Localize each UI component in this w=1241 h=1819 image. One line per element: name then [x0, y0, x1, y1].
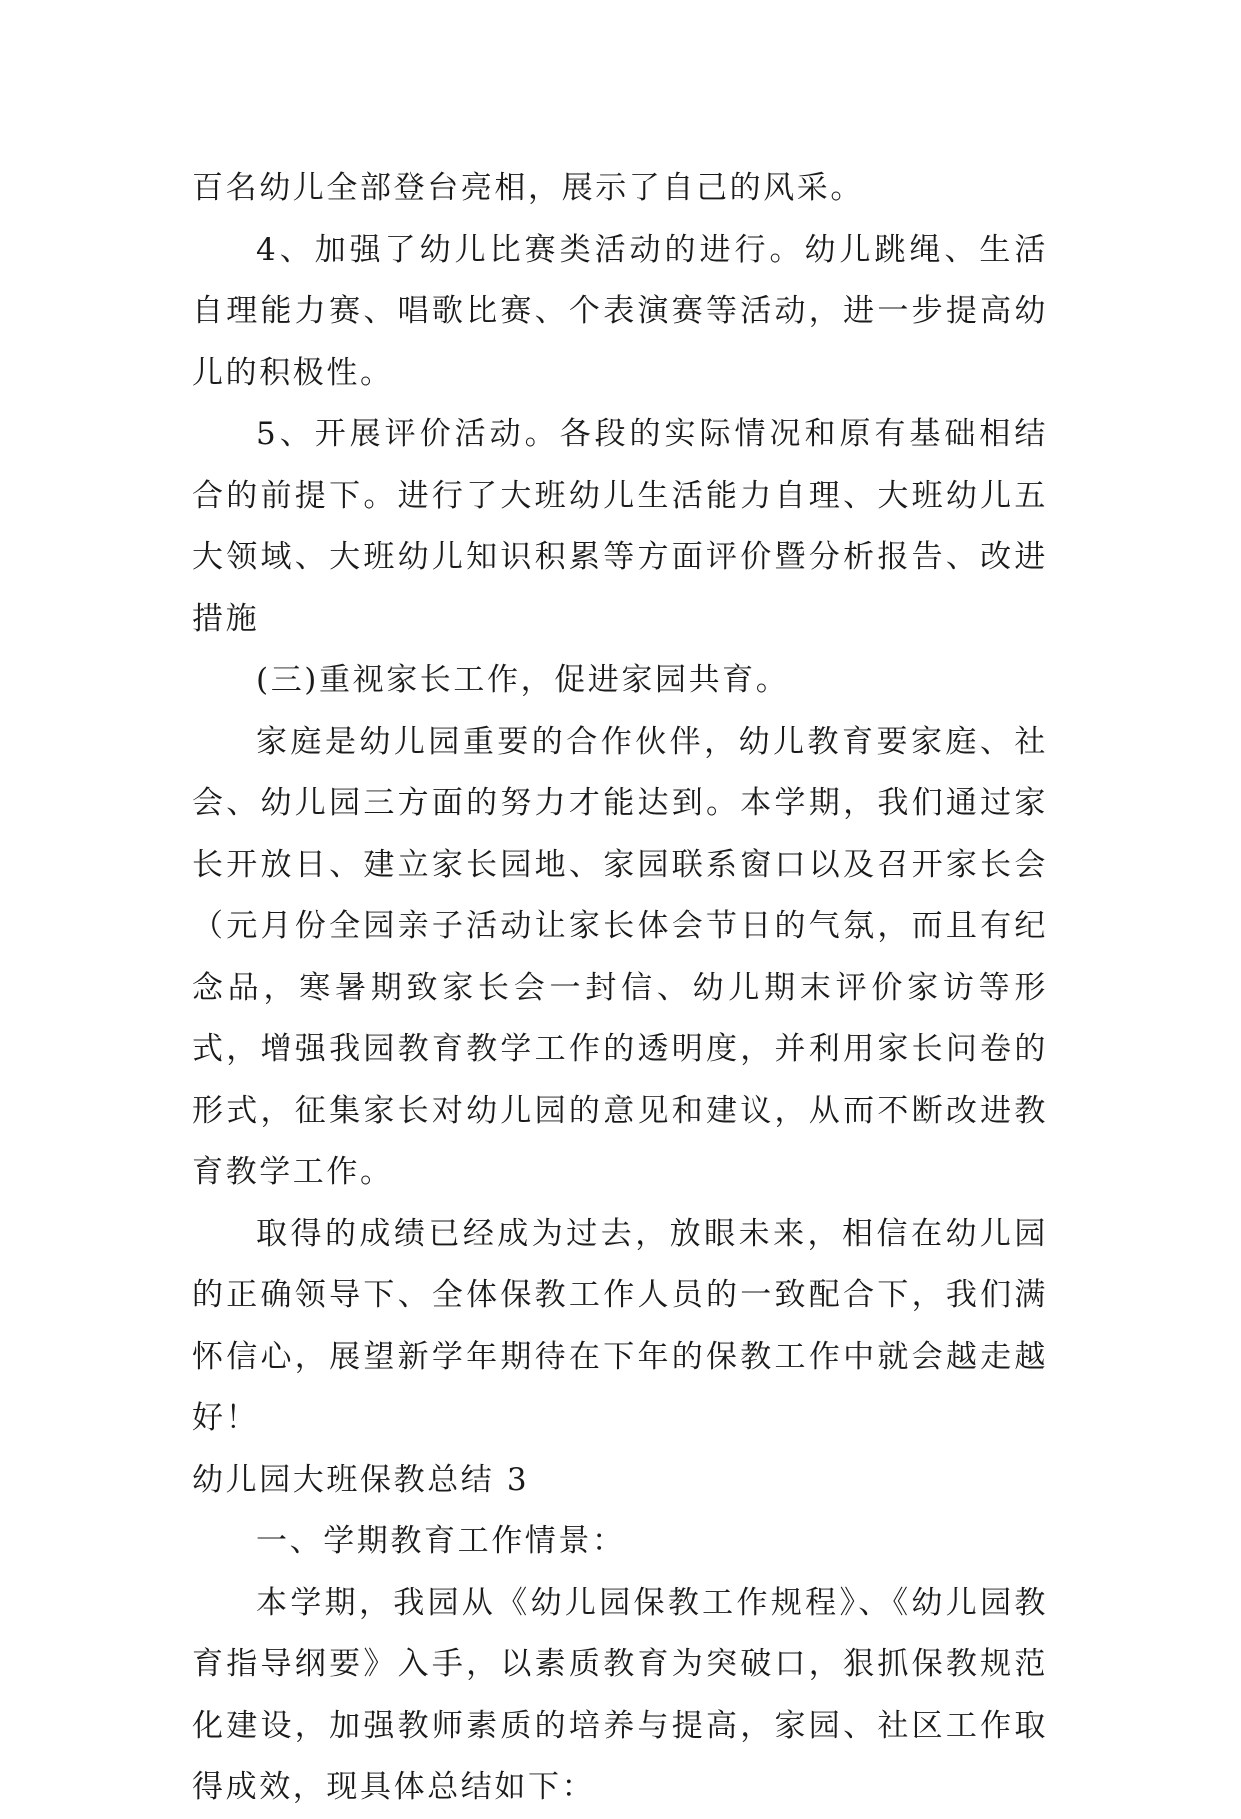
paragraph-3: 5、开展评价活动。各段的实际情况和原有基础相结合的前提下。进行了大班幼儿生活能力自理、大班幼儿五大领域、大班幼儿知识积累等方面评价暨分析报告、改进措施: [192, 416, 1048, 637]
paragraph-5: 取得的成绩已经成为过去，放眼未来，相信在幼儿园的正确领导下、全体保教工作人员的一致配合下，我们满怀信心，展望新学年期待在下年的保教工作中就会越走越好！: [192, 1215, 1048, 1436]
paragraph-4: 家庭是幼儿园重要的合作伙伴，幼儿教育要家庭、社会、幼儿园三方面的努力才能达到。本学期，我们通过家长开放日、建立家长园地、家园联系窗口以及召开家长会（元月份全园亲子活动让家长体会节日的气氛，而且有纪念品，寒暑期致家长会一封信、幼儿期末评价家访等形式，增强我园教育教学工作的透明度，并利用家长问卷的形式，征集家长对幼儿园的意见和建议，从而不断改进教育教学工作。: [192, 723, 1048, 1190]
document-title: 幼儿园大班保教总结 3: [192, 1461, 530, 1498]
section-heading-3: (三)重视家长工作，促进家园共育。: [256, 662, 790, 698]
document-body: [192, 158, 1048, 1819]
paragraph-1: 百名幼儿全部登台亮相，展示了自己的风采。: [192, 170, 864, 206]
paragraph-2: 4、加强了幼儿比赛类活动的进行。幼儿跳绳、生活自理能力赛、唱歌比赛、个表演赛等活动，进一步提高幼儿的积极性。: [192, 231, 1048, 391]
paragraph-6: 本学期，我园从《幼儿园保教工作规程》、《幼儿园教育指导纲要》入手，以素质教育为突破口，狠抓保教规范化建设，加强教师素质的培养与提高，家园、社区工作取得成效，现具体总结如下：: [192, 1584, 1048, 1805]
section-heading-1: 一、学期教育工作情景：: [256, 1523, 626, 1559]
